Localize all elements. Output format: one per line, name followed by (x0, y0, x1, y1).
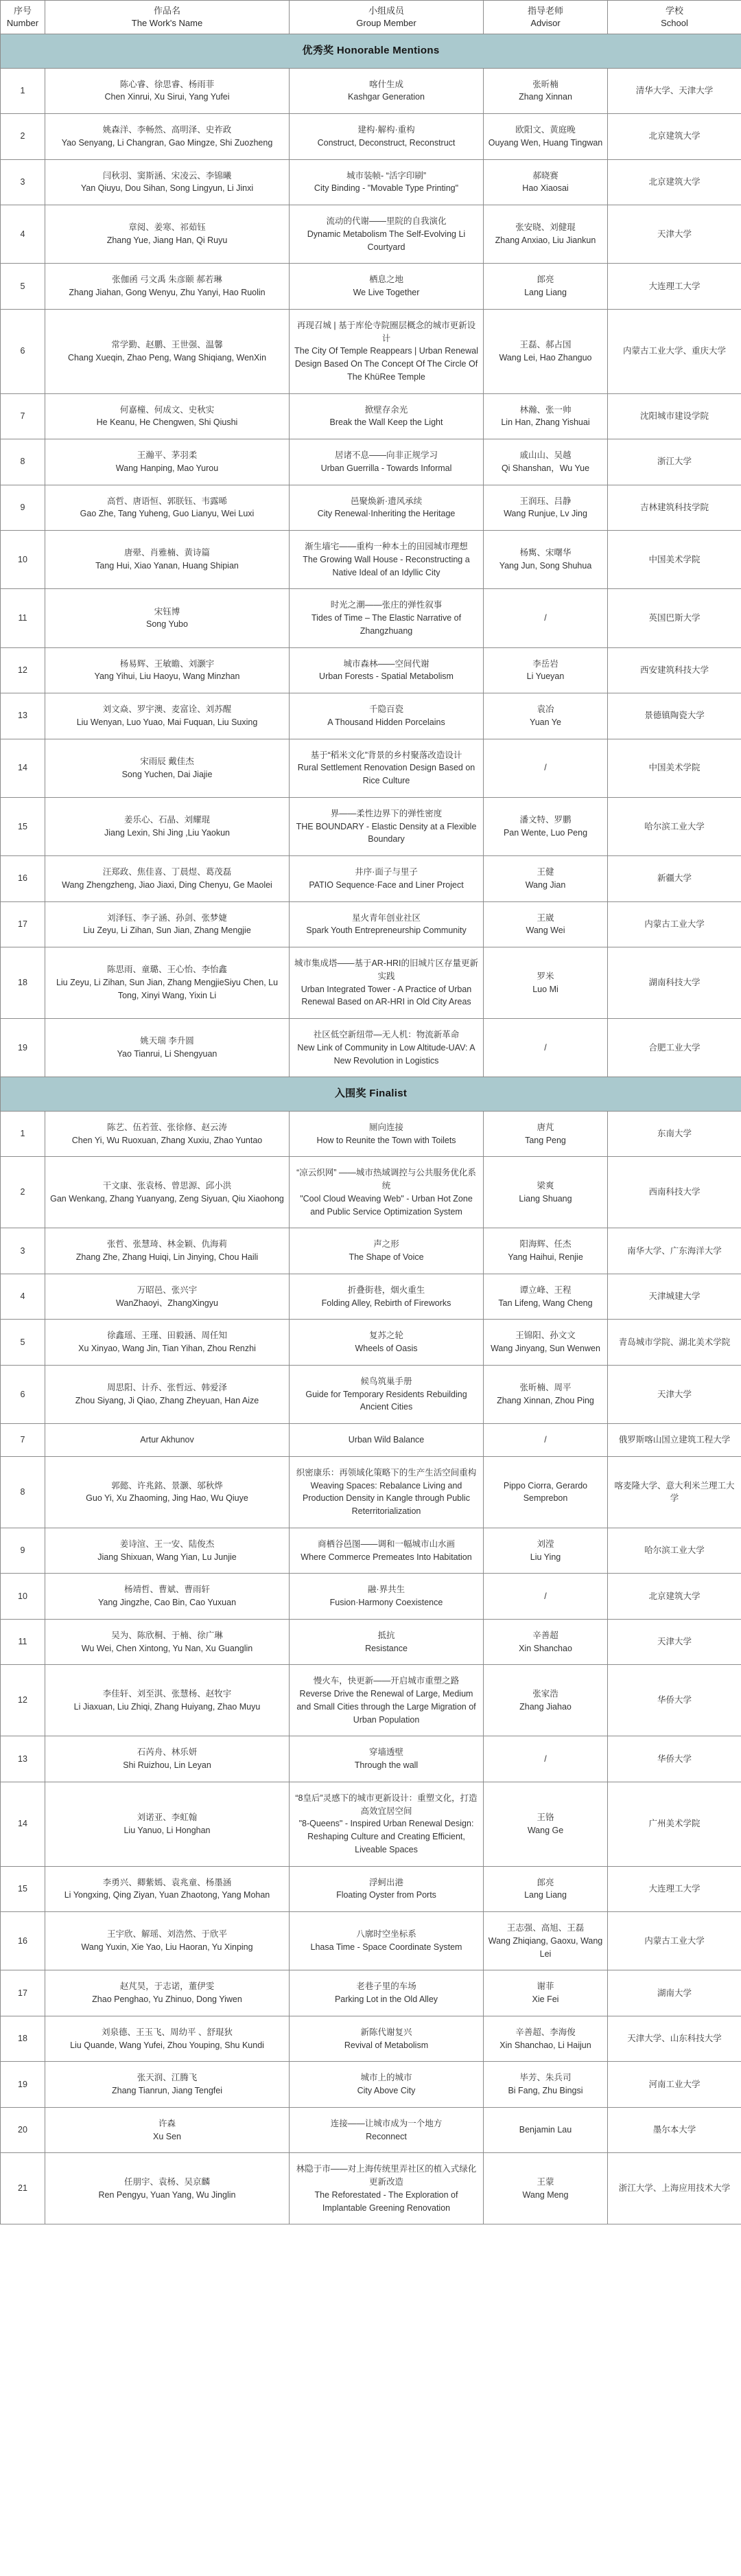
members-cell: 赵芃昊，于志诺，董伊雯 Zhao Penghao, Yu Zhinuo, Dong Yiwen (45, 1970, 290, 2016)
school-cell: 哈尔滨工业大学 (608, 1528, 741, 1574)
number-cell: 7 (1, 1424, 45, 1457)
advisor-cell: 辛善超、李海俊 Xin Shanchao, Li Haijun (484, 2016, 608, 2062)
school-cell: 西南科技大学 (608, 1157, 741, 1228)
members-cell: 刘泉德、王玉飞、周幼平 、舒琨狄 Liu Quande, Wang Yufei, Zhou Youping, Shu Kundi (45, 2016, 290, 2062)
members-cell: 刘文焱、罗宇澳、麦富诠、刘苏醒 Liu Wenyan, Luo Yuao, Mai Fuquan, Liu Suxing (45, 693, 290, 739)
members-cell: 任朋宇、袁杨、吴京麟 Ren Pengyu, Yuan Yang, Wu Jinglin (45, 2153, 290, 2224)
table-row (1, 264, 741, 310)
advisor-cell: 王锦阳、孙文文 Wang Jinyang, Sun Wenwen (484, 1320, 608, 1366)
advisor-cell: 辛善超 Xin Shanchao (484, 1619, 608, 1665)
work-name-cell: 时光之潮——张庄的弹性叙事 Tides of Time – The Elastic Narrative of Zhangzhuang (290, 589, 484, 647)
members-cell: 陈思雨、童璐、王心怡、李怡鑫 Liu Zeyu, Li Zihan, Sun Jian, Zhang MengjieSiyu Chen, Lu Tong, Xinyi Wang, Yixin Li (45, 947, 290, 1019)
work-name-cell: 界——柔性边界下的弹性密度 THE BOUNDARY - Elastic Density at a Flexible Boundary (290, 797, 484, 855)
work-name-cell: 流动的代谢——里院的自我演化 Dynamic Metabolism The Self-Evolving Li Courtyard (290, 205, 484, 264)
advisor-cell: 郎亮 Lang Liang (484, 1866, 608, 1912)
number-cell: 9 (1, 485, 45, 531)
advisor-cell: 刘滢 Liu Ying (484, 1528, 608, 1574)
advisor-cell: 王崴 Wang Wei (484, 901, 608, 947)
number-cell: 7 (1, 393, 45, 439)
advisor-cell: 李岳岩 Li Yueyan (484, 647, 608, 693)
header-school-en: School (661, 18, 688, 28)
members-cell: 宋钰博 Song Yubo (45, 589, 290, 647)
work-name-cell: 星火青年创业社区 Spark Youth Entrepreneurship Community (290, 901, 484, 947)
advisor-cell: 梁爽 Liang Shuang (484, 1157, 608, 1228)
table-body (1, 34, 741, 2224)
members-cell: 闫秋羽、窦斯涵、宋凌云、李锦曦 Yan Qiuyu, Dou Sihan, Song Lingyun, Li Jinxi (45, 159, 290, 205)
work-name-cell: 商栖谷邑图——调和一幅城市山水画 Where Commerce Premeates Into Habitation (290, 1528, 484, 1574)
number-cell: 16 (1, 1912, 45, 1970)
members-cell: 杨靖哲、曹斌、曹雨轩 Yang Jingzhe, Cao Bin, Cao Yuxuan (45, 1574, 290, 1620)
work-name-cell: 喀什生成 Kashgar Generation (290, 68, 484, 114)
number-cell: 17 (1, 1970, 45, 2016)
advisor-cell: 王健 Wang Jian (484, 856, 608, 902)
school-cell: 英国巴斯大学 (608, 589, 741, 647)
school-cell: 河南工业大学 (608, 2062, 741, 2108)
school-cell: 内蒙古工业大学 (608, 901, 741, 947)
section-title: 入围奖 Finalist (1, 1077, 741, 1112)
header-advisor (484, 1, 608, 34)
work-name-cell: 复苏之轮 Wheels of Oasis (290, 1320, 484, 1366)
number-cell: 6 (1, 1365, 45, 1423)
advisor-cell: 欧阳文、黄庭晚 Ouyang Wen, Huang Tingwan (484, 114, 608, 160)
school-cell: 吉林建筑科技学院 (608, 485, 741, 531)
advisor-cell: 张安晓、刘健琨 Zhang Anxiao, Liu Jiankun (484, 205, 608, 264)
school-cell: 湖南科技大学 (608, 947, 741, 1019)
school-cell: 哈尔滨工业大学 (608, 797, 741, 855)
table-row (1, 1782, 741, 1866)
work-name-cell: 声之形 The Shape of Voice (290, 1228, 484, 1274)
members-cell: Artur Akhunov (45, 1424, 290, 1457)
advisor-cell: / (484, 1019, 608, 1077)
table-row (1, 2107, 741, 2153)
advisor-cell: 王铬 Wang Ge (484, 1782, 608, 1866)
table-row (1, 393, 741, 439)
work-name-cell: 融·界共生 Fusion·Harmony Coexistence (290, 1574, 484, 1620)
table-row (1, 647, 741, 693)
members-cell: 郭懿、许兆銘、景灏、邬秋烨 Guo Yi, Xu Zhaoming, Jing Hao, Wu Qiuye (45, 1456, 290, 1528)
number-cell: 11 (1, 1619, 45, 1665)
work-name-cell: 城市森林——空间代谢 Urban Forests - Spatial Metabolism (290, 647, 484, 693)
work-name-cell: 候鸟筑巢手册 Guide for Temporary Residents Rebuilding Ancient Cities (290, 1365, 484, 1423)
advisor-cell: 毕芳、朱兵司 Bi Fang, Zhu Bingsi (484, 2062, 608, 2108)
number-cell: 1 (1, 1111, 45, 1157)
work-name-cell: 城市装帧- “活字印刷” City Binding - "Movable Type Printing" (290, 159, 484, 205)
table-row (1, 1665, 741, 1736)
number-cell: 15 (1, 797, 45, 855)
work-name-cell: 八廓时空坐标系 Lhasa Time - Space Coordinate System (290, 1912, 484, 1970)
school-cell: 广州美术学院 (608, 1782, 741, 1866)
members-cell: 姚森洋、李畅然、高明泽、史祚政 Yao Senyang, Li Changran, Gao Mingze, Shi Zuozheng (45, 114, 290, 160)
advisor-cell: 谭立峰、王程 Tan Lifeng, Wang Cheng (484, 1274, 608, 1320)
work-name-cell: 老巷子里的车场 Parking Lot in the Old Alley (290, 1970, 484, 2016)
advisor-cell: 罗米 Luo Mi (484, 947, 608, 1019)
members-cell: 万昭邑、张兴宇 WanZhaoyi、ZhangXingyu (45, 1274, 290, 1320)
number-cell: 2 (1, 1157, 45, 1228)
members-cell: 李勇兴、卿紫嫣、袁兆童、杨墨涵 Li Yongxing, Qing Ziyan, Yuan Zhaotong, Yang Mohan (45, 1866, 290, 1912)
table-row (1, 1274, 741, 1320)
school-cell: 南华大学、广东海洋大学 (608, 1228, 741, 1274)
members-cell: 宋雨辰 戴佳杰 Song Yuchen, Dai Jiajie (45, 739, 290, 797)
school-cell: 华侨大学 (608, 1665, 741, 1736)
number-cell: 18 (1, 2016, 45, 2062)
number-cell: 8 (1, 1456, 45, 1528)
section-title: 优秀奖 Honorable Mentions (1, 34, 741, 69)
advisor-cell: 戚山山、吴越 Qi Shanshan，Wu Yue (484, 439, 608, 485)
work-name-cell: “8皇后”灵感下的城市更新设计：重塑文化，打造高效宜居空间 "8-Queens" - Inspired Urban Renewal Design: Reshaping Culture and Creating Efficient, Liveable Spaces (290, 1782, 484, 1866)
table-row (1, 68, 741, 114)
header-school (608, 1, 741, 34)
number-cell: 12 (1, 647, 45, 693)
table-row (1, 1424, 741, 1457)
advisor-cell: 张家浩 Zhang Jiahao (484, 1665, 608, 1736)
advisor-cell: Pippo Ciorra, Gerardo Semprebon (484, 1456, 608, 1528)
advisor-cell: / (484, 739, 608, 797)
number-cell: 13 (1, 1736, 45, 1782)
table-row (1, 1157, 741, 1228)
header-number-en: Number (6, 18, 39, 28)
school-cell: 浙江大学、上海应用技术大学 (608, 2153, 741, 2224)
work-name-cell: 掀壁存余光 Break the Wall Keep the Light (290, 393, 484, 439)
school-cell: 天津大学 (608, 1365, 741, 1423)
number-cell: 9 (1, 1528, 45, 1574)
header-number-zh: 序号 (13, 5, 32, 16)
work-name-cell: 再现召城 | 基于库伦寺院圈层概念的城市更新设计 The City Of Temple Reappears | Urban Renewal Design Based On The Concept Of The Circle Of The KhüRee Temple (290, 309, 484, 393)
table-row (1, 797, 741, 855)
advisor-cell: / (484, 1424, 608, 1457)
work-name-cell: 慢火车，快更新——开启城市重塑之路 Reverse Drive the Renewal of Large, Medium and Small Cities through the Large Migration of Urban Population (290, 1665, 484, 1736)
table-row (1, 531, 741, 589)
school-cell: 中国美术学院 (608, 531, 741, 589)
advisor-cell: 王蒙 Wang Meng (484, 2153, 608, 2224)
members-cell: 干文康、张袁杨、曾思源、邱小洪 Gan Wenkang, Zhang Yuanyang, Zeng Siyuan, Qiu Xiaohong (45, 1157, 290, 1228)
school-cell: 西安建筑科技大学 (608, 647, 741, 693)
advisor-cell: 王润珏、吕静 Wang Runjue, Lv Jing (484, 485, 608, 531)
work-name-cell: Urban Wild Balance (290, 1424, 484, 1457)
number-cell: 3 (1, 159, 45, 205)
number-cell: 4 (1, 1274, 45, 1320)
school-cell: 内蒙古工业大学 (608, 1912, 741, 1970)
school-cell: 中国美术学院 (608, 739, 741, 797)
number-cell: 19 (1, 2062, 45, 2108)
advisor-cell: / (484, 1736, 608, 1782)
school-cell: 墨尔本大学 (608, 2107, 741, 2153)
work-name-cell: 栖息之地 We Live Together (290, 264, 484, 310)
school-cell: 俄罗斯喀山国立建筑工程大学 (608, 1424, 741, 1457)
school-cell: 北京建筑大学 (608, 114, 741, 160)
members-cell: 姚天瑞 李升圆 Yao Tianrui, Li Shengyuan (45, 1019, 290, 1077)
work-name-cell: 折叠街巷，烟火重生 Folding Alley, Rebirth of Fireworks (290, 1274, 484, 1320)
members-cell: 陈艺、伍若萱、张徐修、赵云涛 Chen Yi, Wu Ruoxuan, Zhang Xuxiu, Zhao Yuntao (45, 1111, 290, 1157)
school-cell: 大连理工大学 (608, 1866, 741, 1912)
work-name-cell: “凉云织网” ——城市热域调控与公共服务优化系统 "Cool Cloud Weaving Web" - Urban Hot Zone and Public Service Optimization System (290, 1157, 484, 1228)
school-cell: 北京建筑大学 (608, 1574, 741, 1620)
number-cell: 20 (1, 2107, 45, 2153)
table-row (1, 2016, 741, 2062)
table-row (1, 439, 741, 485)
school-cell: 景德镇陶瓷大学 (608, 693, 741, 739)
table-row (1, 485, 741, 531)
number-cell: 12 (1, 1665, 45, 1736)
table-row (1, 2062, 741, 2108)
number-cell: 15 (1, 1866, 45, 1912)
table-row (1, 114, 741, 160)
work-name-cell: 厕向连接 How to Reunite the Town with Toilets (290, 1111, 484, 1157)
work-name-cell: 城市集成塔——基于AR-HRI的旧城片区存量更新实践 Urban Integrated Tower - A Practice of Urban Renewal Based on AR-HRI in Old City Areas (290, 947, 484, 1019)
school-cell: 天津大学 (608, 205, 741, 264)
work-name-cell: 城市上的城市 City Above City (290, 2062, 484, 2108)
header-group-member-en: Group Member (356, 18, 416, 28)
members-cell: 周思阳、计乔、张哲远、韩爱泽 Zhou Siyang, Ji Qiao, Zhang Zheyuan, Han Aize (45, 1365, 290, 1423)
work-name-cell: 织密康乐：再领域化策略下的生产生活空间重构 Weaving Spaces: Rebalance Living and Production Density in Kangle through Public Reterritorialization (290, 1456, 484, 1528)
table-row (1, 1365, 741, 1423)
table-row (1, 589, 741, 647)
members-cell: 刘诺亚、李虹翰 Liu Yanuo, Li Honghan (45, 1782, 290, 1866)
school-cell: 沈阳城市建设学院 (608, 393, 741, 439)
members-cell: 张天润、江腾飞 Zhang Tianrun, Jiang Tengfei (45, 2062, 290, 2108)
table-row (1, 1866, 741, 1912)
header-work-name-en: The Work's Name (131, 18, 203, 28)
advisor-cell: 王志强、高旭、王磊 Wang Zhiqiang, Gaoxu, Wang Lei (484, 1912, 608, 1970)
header-group-member (290, 1, 484, 34)
advisor-cell: 谢菲 Xie Fei (484, 1970, 608, 2016)
members-cell: 唐翚、肖雅楠、黄诗篇 Tang Hui, Xiao Yanan, Huang Shipian (45, 531, 290, 589)
table-row (1, 159, 741, 205)
school-cell: 浙江大学 (608, 439, 741, 485)
school-cell: 北京建筑大学 (608, 159, 741, 205)
table-row (1, 1970, 741, 2016)
number-cell: 11 (1, 589, 45, 647)
table-row (1, 1456, 741, 1528)
members-cell: 许森 Xu Sen (45, 2107, 290, 2153)
table-row (1, 947, 741, 1019)
members-cell: 章阅、姜寒、祁茹钰 Zhang Yue, Jiang Han, Qi Ruyu (45, 205, 290, 264)
members-cell: 徐鑫瑶、王瑾、田毅涵、周任知 Xu Xinyao, Wang Jin, Tian Yihan, Zhou Renzhi (45, 1320, 290, 1366)
table-row (1, 901, 741, 947)
school-cell: 合肥工业大学 (608, 1019, 741, 1077)
school-cell: 新疆大学 (608, 856, 741, 902)
members-cell: 常学勤、赵鹏、王世强、温馨 Chang Xueqin, Zhao Peng, Wang Shiqiang, WenXin (45, 309, 290, 393)
header-work-name-zh: 作品名 (153, 5, 180, 16)
advisor-cell: 潘文特、罗鹏 Pan Wente, Luo Peng (484, 797, 608, 855)
work-name-cell: 渐生墙宅——重构一种本土的田园城市理想 The Growing Wall House - Reconstructing a Native Ideal of an Idyllic City (290, 531, 484, 589)
school-cell: 内蒙古工业大学、重庆大学 (608, 309, 741, 393)
members-cell: 张哲、张慧琦、林金颖、仇海莉 Zhang Zhe, Zhang Huiqi, Lin Jinying, Chou Haili (45, 1228, 290, 1274)
table-row (1, 739, 741, 797)
number-cell: 21 (1, 2153, 45, 2224)
school-cell: 华侨大学 (608, 1736, 741, 1782)
advisor-cell: 杨寯、宋曙华 Yang Jun, Song Shuhua (484, 531, 608, 589)
advisor-cell: 林瀚、张一帅 Lin Han, Zhang Yishuai (484, 393, 608, 439)
table-row (1, 1912, 741, 1970)
number-cell: 17 (1, 901, 45, 947)
number-cell: 10 (1, 1574, 45, 1620)
advisor-cell: / (484, 589, 608, 647)
work-name-cell: 穿墙透壁 Through the wall (290, 1736, 484, 1782)
advisor-cell: 郝晓赛 Hao Xiaosai (484, 159, 608, 205)
members-cell: 姜乐心、石晶、刘耀琨 Jiang Lexin, Shi Jing ,Liu Yaokun (45, 797, 290, 855)
table-row (1, 1320, 741, 1366)
number-cell: 5 (1, 264, 45, 310)
number-cell: 14 (1, 739, 45, 797)
table-row (1, 1736, 741, 1782)
members-cell: 王宇欣、解瑶、刘浩然、于欣平 Wang Yuxin, Xie Yao, Liu Haoran, Yu Xinping (45, 1912, 290, 1970)
number-cell: 19 (1, 1019, 45, 1077)
members-cell: 何嘉橦、何成文、史秋实 He Keanu, He Chengwen, Shi Qiushi (45, 393, 290, 439)
school-cell: 青岛城市学院、湖北美术学院 (608, 1320, 741, 1366)
work-name-cell: 千隐百瓷 A Thousand Hidden Porcelains (290, 693, 484, 739)
number-cell: 14 (1, 1782, 45, 1866)
advisor-cell: / (484, 1574, 608, 1620)
work-name-cell: 建构·解构·重构 Construct, Deconstruct, Reconstruct (290, 114, 484, 160)
school-cell: 天津城建大学 (608, 1274, 741, 1320)
header-advisor-en: Advisor (530, 18, 561, 28)
number-cell: 13 (1, 693, 45, 739)
work-name-cell: 社区低空新纽带—无人机：物流新革命 New Link of Community in Low Altitude-UAV: A New Revolution in Logistics (290, 1019, 484, 1077)
number-cell: 10 (1, 531, 45, 589)
number-cell: 1 (1, 68, 45, 114)
number-cell: 6 (1, 309, 45, 393)
work-name-cell: 新陈代谢复兴 Revival of Metabolism (290, 2016, 484, 2062)
table-row (1, 856, 741, 902)
work-name-cell: 林隐于市——对上海传统里弄社区的植入式绿化更新改造 The Reforestated - The Exploration of Implantable Greening Renovation (290, 2153, 484, 2224)
school-cell: 湖南大学 (608, 1970, 741, 2016)
work-name-cell: 井序·面子与里子 PATIO Sequence·Face and Liner Project (290, 856, 484, 902)
table-row (1, 1619, 741, 1665)
number-cell: 5 (1, 1320, 45, 1366)
school-cell: 天津大学 (608, 1619, 741, 1665)
members-cell: 刘泽钰、李子涵、孙剑、张梦婕 Liu Zeyu, Li Zihan, Sun Jian, Zhang Mengjie (45, 901, 290, 947)
table-row (1, 1228, 741, 1274)
number-cell: 3 (1, 1228, 45, 1274)
section-row (1, 1077, 741, 1112)
advisor-cell: 袁冶 Yuan Ye (484, 693, 608, 739)
header-work-name (45, 1, 290, 34)
advisor-cell: 王磊、郝占国 Wang Lei, Hao Zhanguo (484, 309, 608, 393)
members-cell: 杨易辉、王敏瞻、刘灏宇 Yang Yihui, Liu Haoyu, Wang Minzhan (45, 647, 290, 693)
advisor-cell: 阳海辉、任杰 Yang Haihui, Renjie (484, 1228, 608, 1274)
header-group-member-zh: 小组成员 (368, 5, 404, 16)
header-row (1, 1, 741, 34)
work-name-cell: 浮蚵出港 Floating Oyster from Ports (290, 1866, 484, 1912)
header-number (1, 1, 45, 34)
members-cell: 李佳轩、刘至淇、张慧杨、赵牧宇 Li Jiaxuan, Liu Zhiqi, Zhang Huiyang, Zhao Muyu (45, 1665, 290, 1736)
members-cell: 张伽函 弓文禹 朱彦颐 郝若琳 Zhang Jiahan, Gong Wenyu, Zhu Yanyi, Hao Ruolin (45, 264, 290, 310)
members-cell: 姜诗渲、王一安、陆俊杰 Jiang Shixuan, Wang Yian, Lu Junjie (45, 1528, 290, 1574)
school-cell: 清华大学、天津大学 (608, 68, 741, 114)
header-school-zh: 学校 (665, 5, 683, 16)
members-cell: 陈心睿、徐思睿、杨雨菲 Chen Xinrui, Xu Sirui, Yang Yufei (45, 68, 290, 114)
advisor-cell: 张昕楠 Zhang Xinnan (484, 68, 608, 114)
members-cell: 石芮舟、林乐妍 Shi Ruizhou, Lin Leyan (45, 1736, 290, 1782)
number-cell: 4 (1, 205, 45, 264)
number-cell: 2 (1, 114, 45, 160)
table-row (1, 205, 741, 264)
section-row (1, 34, 741, 69)
table-row (1, 1019, 741, 1077)
table-row (1, 309, 741, 393)
school-cell: 喀麦隆大学、意大利米兰理工大学 (608, 1456, 741, 1528)
advisor-cell: 郎亮 Lang Liang (484, 264, 608, 310)
table-row (1, 2153, 741, 2224)
work-name-cell: 基于“稻米文化”背景的乡村聚落改造设计 Rural Settlement Renovation Design Based on Rice Culture (290, 739, 484, 797)
advisor-cell: 张昕楠、周平 Zhang Xinnan, Zhou Ping (484, 1365, 608, 1423)
members-cell: 汪郑政、焦佳喜、丁晨煜、葛茂磊 Wang Zhengzheng, Jiao Jiaxi, Ding Chenyu, Ge Maolei (45, 856, 290, 902)
number-cell: 8 (1, 439, 45, 485)
school-cell: 天津大学、山东科技大学 (608, 2016, 741, 2062)
work-name-cell: 邑聚焕新·遗风承续 City Renewal·Inheriting the Heritage (290, 485, 484, 531)
school-cell: 东南大学 (608, 1111, 741, 1157)
advisor-cell: 唐芃 Tang Peng (484, 1111, 608, 1157)
work-name-cell: 连接——让城市成为一个地方 Reconnect (290, 2107, 484, 2153)
number-cell: 16 (1, 856, 45, 902)
table-header (1, 1, 741, 34)
table-row (1, 693, 741, 739)
school-cell: 大连理工大学 (608, 264, 741, 310)
table-row (1, 1111, 741, 1157)
members-cell: 王瀚平、茅羽柔 Wang Hanping, Mao Yurou (45, 439, 290, 485)
work-name-cell: 抵抗 Resistance (290, 1619, 484, 1665)
work-name-cell: 居诸不息——向非正规学习 Urban Guerrilla - Towards Informal (290, 439, 484, 485)
advisor-cell: Benjamin Lau (484, 2107, 608, 2153)
members-cell: 吴为、陈欣桐、于楠、徐广琳 Wu Wei, Chen Xintong, Yu Nan, Xu Guanglin (45, 1619, 290, 1665)
table-row (1, 1528, 741, 1574)
members-cell: 高哲、唐语恒、郭朕钰、韦露晞 Gao Zhe, Tang Yuheng, Guo Lianyu, Wei Luxi (45, 485, 290, 531)
table-row (1, 1574, 741, 1620)
number-cell: 18 (1, 947, 45, 1019)
header-advisor-zh: 指导老师 (527, 5, 563, 16)
